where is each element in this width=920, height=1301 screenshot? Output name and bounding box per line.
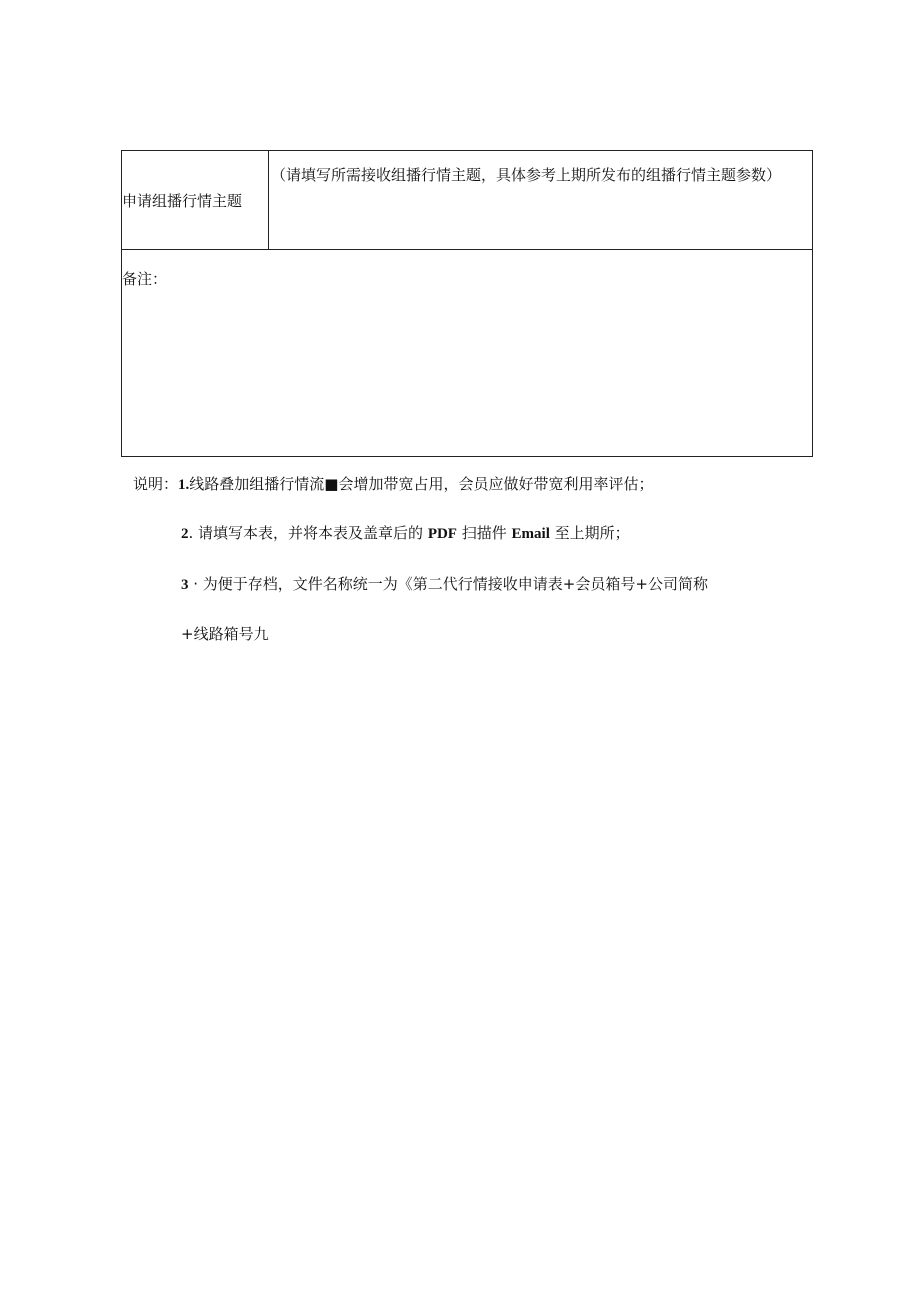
instruction-number-1: 1. (178, 477, 190, 493)
notes-label: 备注： (122, 270, 168, 288)
application-form-table (121, 150, 813, 457)
instruction-text-2a: . 请填写本表，并将本表及盖章后的 (188, 524, 428, 542)
instruction-line-2 (181, 522, 630, 543)
instruction-line-1 (133, 473, 653, 494)
notes-row (122, 250, 813, 457)
instruction-text-4: +线路箱号九 (181, 625, 269, 643)
notes-cell[interactable] (122, 250, 813, 457)
topic-row (122, 151, 813, 250)
instruction-text-1: 线路叠加组播行情流■会增加带宽占用，会员应做好带宽利用率评估； (189, 475, 654, 493)
topic-label: 申请组播行情主题 (122, 192, 243, 210)
instruction-line-3 (181, 573, 708, 594)
instruction-line-4 (181, 623, 269, 644)
instruction-text-3: · 为便于存档，文件名称统一为《第二代行情接收申请表+会员箱号+公司简称 (188, 575, 708, 593)
instruction-text-2b: 扫描件 (456, 524, 512, 542)
instruction-email: Email (511, 526, 550, 542)
topic-hint: （请填写所需接收组播行情主题，具体参考上期所发布的组播行情主题参数） (271, 166, 782, 184)
topic-label-cell (122, 151, 269, 250)
topic-input-cell[interactable] (269, 151, 813, 250)
instruction-pdf: PDF (427, 526, 457, 542)
instruction-number-2: 2 (181, 526, 189, 542)
instruction-prefix: 说明： (133, 475, 179, 493)
instruction-text-2c: 至上期所； (549, 524, 630, 542)
instruction-number-3: 3 (181, 577, 189, 593)
